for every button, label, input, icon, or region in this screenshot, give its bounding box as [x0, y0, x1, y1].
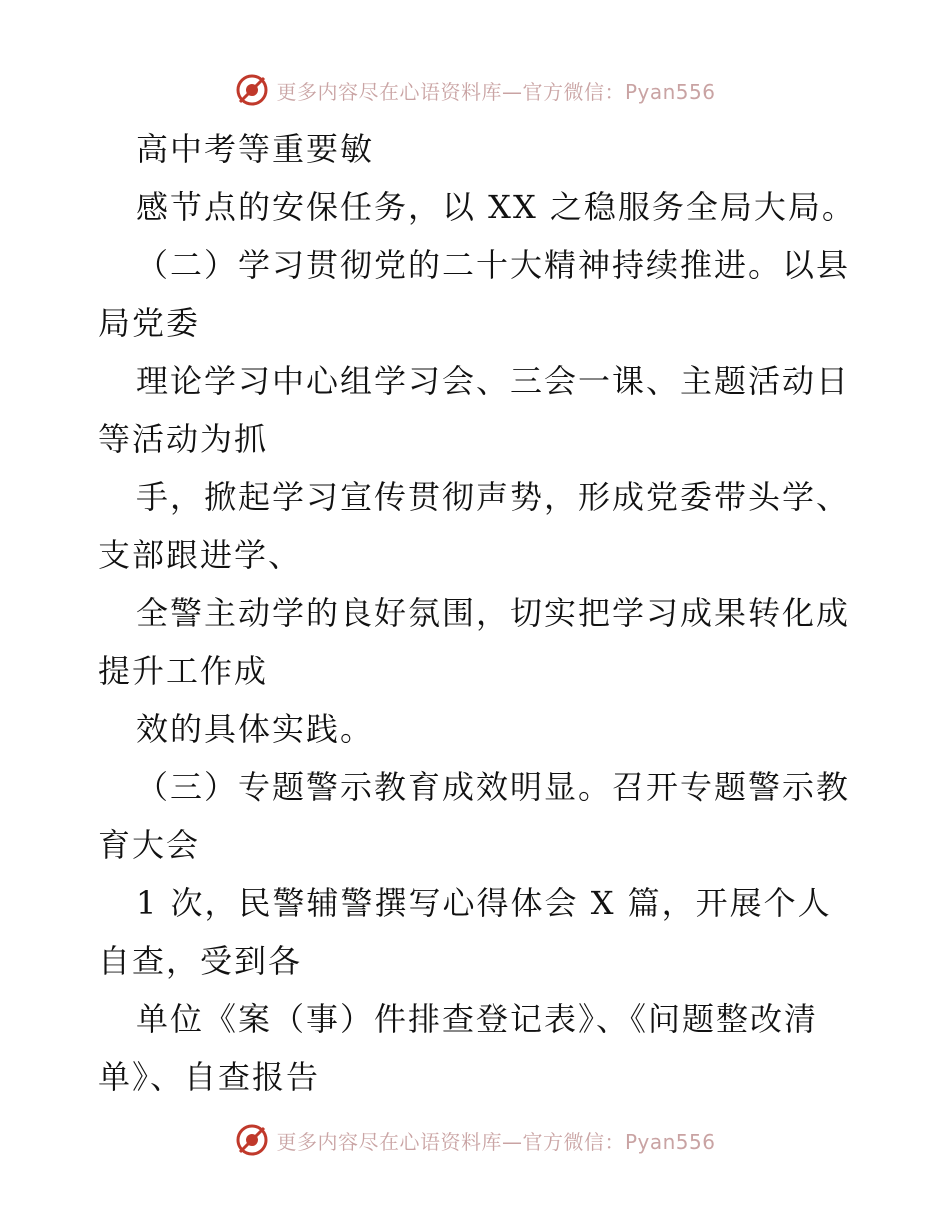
text-line: 1 次，民警辅警撰写心得体会 X 篇，开展个人 [136, 884, 832, 922]
header-watermark [0, 72, 950, 108]
text-line: 单位《案（事）件排查登记表》、《问题整改清 [136, 1000, 819, 1038]
text-line: 支部跟进学、 [98, 536, 303, 574]
watermark-text: 更多内容尽在心语资料库—官方微信：Pyan556 [276, 1129, 716, 1154]
text-line: 效的具体实践。 [136, 710, 375, 748]
text-line: 等活动为抓 [98, 420, 269, 458]
text-line: 高中考等重要敏 [136, 130, 375, 168]
text-line: 全警主动学的良好氛围，切实把学习成果转化成 [136, 594, 851, 632]
footer-watermark [0, 1122, 950, 1158]
watermark-text: 更多内容尽在心语资料库—官方微信：Pyan556 [276, 79, 716, 104]
text-line: 局党委 [98, 304, 201, 342]
brand-logo-icon [234, 1122, 270, 1158]
text-line: （三）专题警示教育成效明显。召开专题警示教 [136, 768, 851, 806]
text-line: （二）学习贯彻党的二十大精神持续推进。以县 [136, 246, 851, 284]
text-line: 育大会 [98, 826, 201, 864]
brand-logo-icon [234, 72, 270, 108]
text-line: 感节点的安保任务，以 XX 之稳服务全局大局。 [136, 188, 856, 226]
text-line: 理论学习中心组学习会、三会一课、主题活动日 [136, 362, 851, 400]
text-line: 自查，受到各 [98, 942, 303, 980]
text-line: 手，掀起学习宣传贯彻声势，形成党委带头学、 [136, 478, 851, 516]
text-line: 提升工作成 [98, 652, 269, 690]
document-body [98, 120, 858, 1106]
text-line: 单》、自查报告 [98, 1058, 321, 1096]
